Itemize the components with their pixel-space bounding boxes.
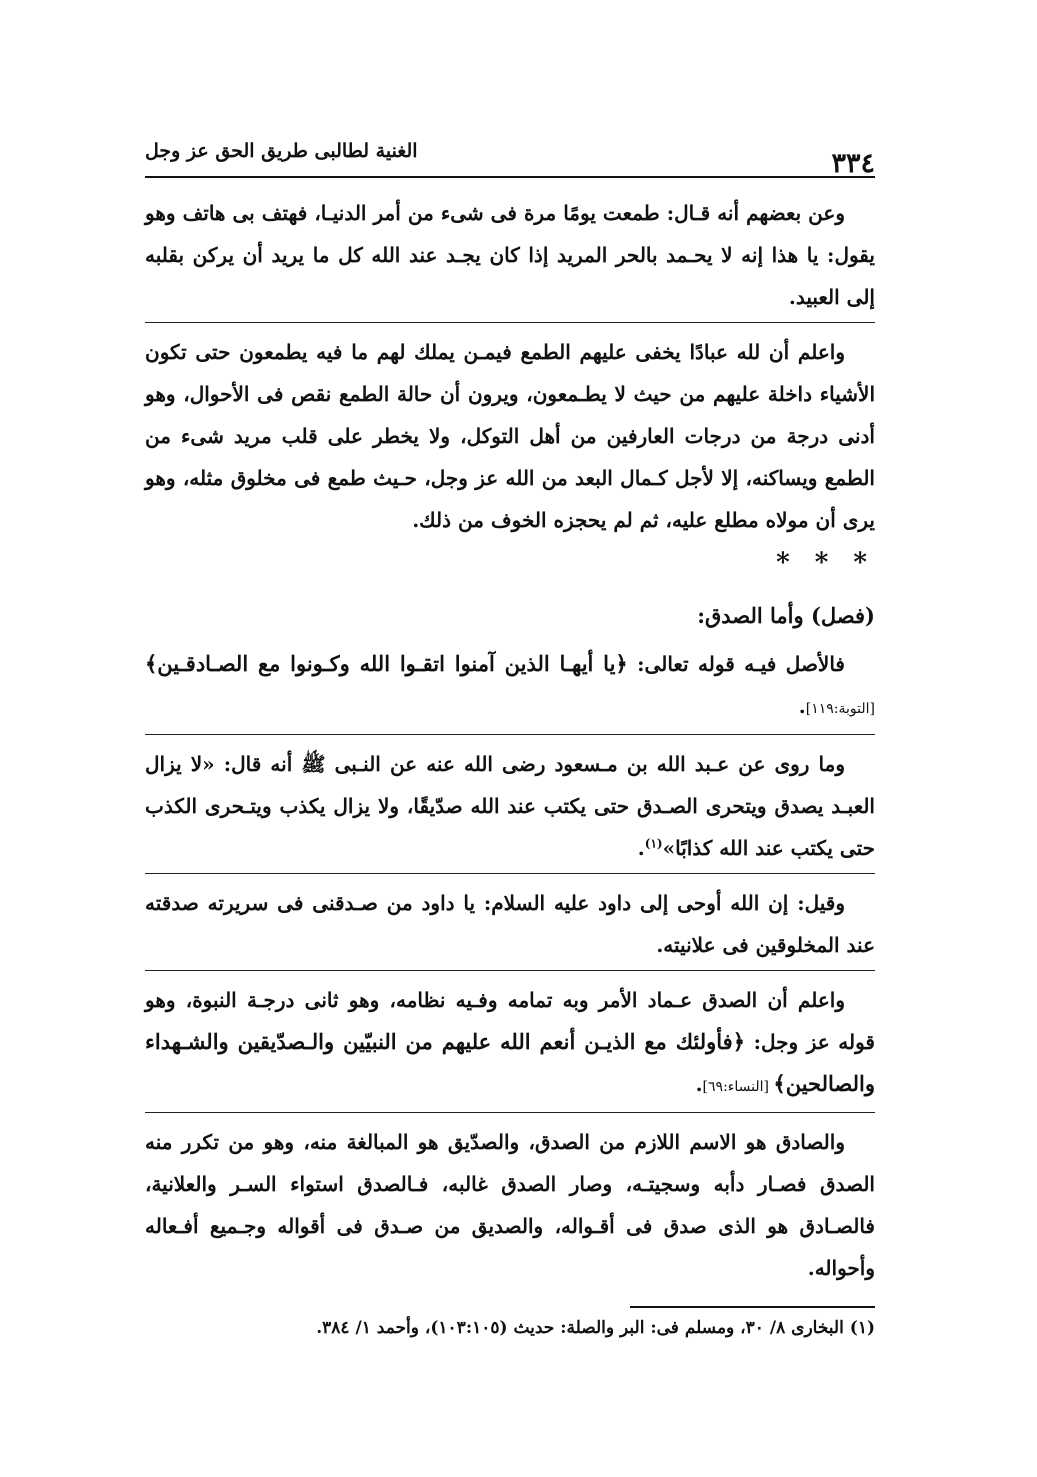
paragraph-2: واعلم أن لله عبادًا يخفى عليهم الطمع فيمـن يملك لهم ما فيه يطمعون حتى تكون الأشياء داخلة عليهم من حيث لا يطـمعون، ويرون أن حالة الطمع نقص فى الأحوال، وهو أدنى درجة من درجات العارفين من أهل التوكل، ولا يخطر على قلب مريد شىء من الطمع ويساكنه، إلا لأجل كـمال البعد من الله عز وجل، حـيث طمع فى مخلوق مثله، وهو يرى أن مولاه مطلع عليه، ثم لم يحجزه الخوف من ذلك. xyxy=(145,322,875,541)
section-title: (فصل) وأما الصدق: xyxy=(697,603,875,628)
quran-quote: ﴿يا أيهـا الذين آمنوا اتقـوا الله وكـونوا مع الصـادقـين﴾ xyxy=(145,651,628,676)
footnote: (١) البخارى ٨/ ٣٠، ومسلم فى: البر والصلة: حديث (١٠٣:١٠٥)، وأحمد ١/ ٣٨٤. xyxy=(316,1318,875,1338)
paragraph-6 xyxy=(145,970,875,1108)
section-divider: * * * xyxy=(776,548,875,578)
header-rule xyxy=(145,176,875,178)
verse-reference: [النساء:٦٩] xyxy=(702,1079,774,1095)
quran-quote: ﴿فأولئك مع الذيـن أنعم الله عليهم من النبيّين والـصدّيقين والشـهداء والصالحين﴾ xyxy=(145,1029,875,1096)
running-title: الغنية لطالبى طريق الحق عز وجل xyxy=(145,140,418,162)
paragraph-4-text: وما روى عن عـبد الله بن مـسعود رضى الله عنه عن النـبى ﷺ أنه قال: «لا يزال العبـد يصدق ويتحرى الصـدق حتى يكتب عند الله صدّيقًا، ولا يزال يكذب ويتـحرى الكذب حتى يكتب عند الله كذابًا» xyxy=(145,752,875,860)
footnote-rule xyxy=(630,1306,875,1308)
paragraph-4-end: . xyxy=(637,836,645,860)
verse-reference: [التوبة:١١٩] xyxy=(805,701,875,717)
page-number: ٣٣٤ xyxy=(831,148,875,179)
paragraph-6-intro: واعلم أن الصدق عـماد الأمر وبه تمامه وفـيه نظامه، وهو ثانى درجـة النبوة، وهو قوله عز وجل: xyxy=(145,988,875,1054)
page-body xyxy=(145,192,875,1293)
paragraph-6-end: . xyxy=(695,1072,703,1096)
paragraph-3-end: . xyxy=(798,694,806,718)
footnote-marker: (١) xyxy=(644,836,663,851)
paragraph-1: وعن بعضهم أنه قـال: طمعت يومًا مرة فى شىء من أمر الدنيـا، فهتف بى هاتف وهو يقول: يا هذا إنه لا يحـمد بالحر المريد إذا كان يجـد عند الله كل ما يريد أن يركن بقلبه إلى العبيد. xyxy=(145,201,875,309)
paragraph-3 xyxy=(145,643,875,730)
paragraph-4 xyxy=(145,734,875,869)
paragraph-3-intro: فالأصل فيـه قوله تعالى: xyxy=(627,652,845,676)
paragraph-7: والصادق هو الاسم اللازم من الصدق، والصدّيق هو المبالغة منه، وهو من تكرر منه الصدق فصـار دأبه وسجيتـه، وصار الصدق غالبه، فـالصدق استواء السـر والعلانية، فالصـادق هو الذى صدق فى أقـواله، والصديق من صـدق فى أقواله وجـميع أفـعاله وأحواله. xyxy=(145,1112,875,1289)
paragraph-5: وقيل: إن الله أوحى إلى داود عليه السلام: يا داود من صـدقنى فى سريرته صدقته عند المخلوقين فى علانيته. xyxy=(145,873,875,966)
page-header xyxy=(145,128,875,188)
